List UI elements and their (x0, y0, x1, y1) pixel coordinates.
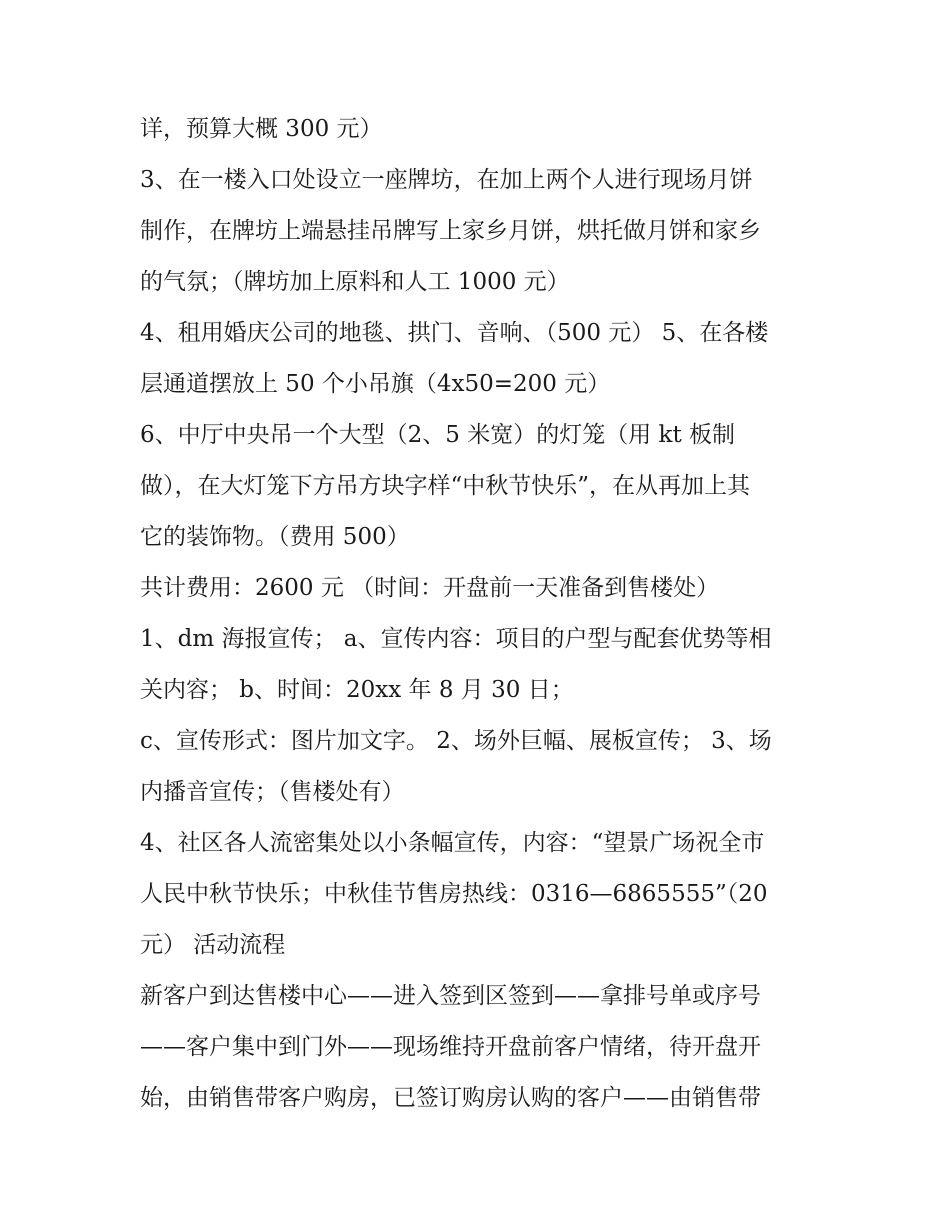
text-line: 详，预算大概 300 元） (140, 116, 383, 142)
text-line: 3、在一楼入口处设立一座牌坊，在加上两个人进行现场月饼 (140, 167, 753, 193)
text-line: 人民中秋节快乐；中秋佳节售房热线：0316—6865555”（20 (140, 881, 768, 907)
text-line: 4、租用婚庆公司的地毯、拱门、音响、（500 元） 5、在各楼 (140, 320, 769, 346)
text-line: 6、中厅中央吊一个大型（2、5 米宽）的灯笼（用 kt 板制 (140, 422, 736, 448)
text-line: c、宣传形式：图片加文字。 2、场外巨幅、展板宣传； 3、场 (140, 728, 772, 754)
text-line: 做），在大灯笼下方吊方块字样“中秋节快乐”，在从再加上其 (140, 473, 751, 499)
text-line: 层通道摆放上 50 个小吊旗（4x50=200 元） (140, 371, 611, 397)
text-line: 共计费用：2600 元 （时间：开盘前一天准备到售楼处） (140, 575, 720, 601)
text-line: 始，由销售带客户购房，已签订购房认购的客户——由销售带 (140, 1085, 761, 1111)
text-line: 内播音宣传；（售楼处有） (140, 779, 405, 805)
document-body (140, 104, 820, 1124)
text-line: 它的装饰物。（费用 500） (140, 524, 410, 550)
text-line: ——客户集中到门外——现场维持开盘前客户情绪，待开盘开 (140, 1034, 761, 1060)
text-line: 关内容； b、时间：20xx 年 8 月 30 日； (140, 677, 574, 703)
text-line: 的气氛；（牌坊加上原料和人工 1000 元） (140, 269, 570, 295)
text-line: 新客户到达售楼中心——进入签到区签到——拿排号单或序号 (140, 983, 761, 1009)
text-line: 元） 活动流程 (140, 932, 286, 958)
text-line: 制作，在牌坊上端悬挂吊牌写上家乡月饼，烘托做月饼和家乡 (140, 218, 761, 244)
text-line: 1、dm 海报宣传； a、宣传内容：项目的户型与配套优势等相 (140, 626, 772, 652)
text-line: 4、社区各人流密集处以小条幅宣传，内容：“望景广场祝全市 (140, 830, 765, 856)
